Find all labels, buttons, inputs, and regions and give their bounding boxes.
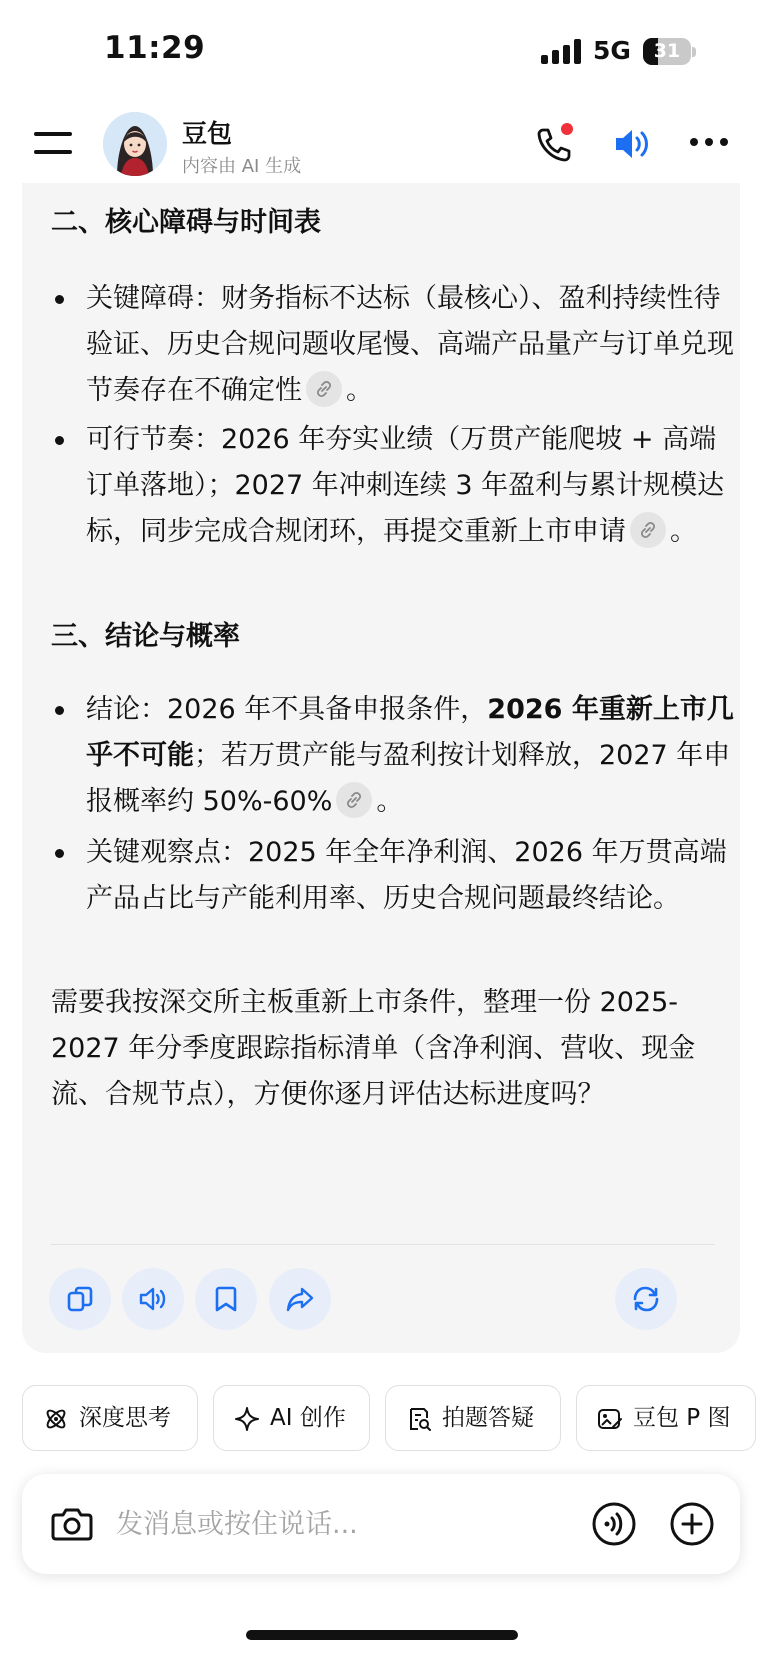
ai-generated-notice: 内容由 AI 生成 [182,156,302,177]
bookmark-button[interactable] [195,1268,257,1330]
divider [51,1244,714,1245]
plus-icon[interactable] [668,1500,716,1548]
bot-name: 豆包 [182,119,233,148]
more-icon[interactable] [690,136,730,148]
chat-header [0,100,768,185]
bullet-text: 可行节奏：2026 年夯实业绩（万贯产能爬坡 + 高端订单落地）；2027 年冲刺连续 3 年盈利与累计规模达标，同步完成合规闭环，再提交重新上市申请 [86,424,725,547]
bullet-text: 关键障碍：财务指标不达标（最核心）、盈利持续性待验证、历史合规问题收尾慢、高端产品量产与订单兑现节奏存在不确定性 [86,283,734,406]
phone-icon[interactable] [532,122,576,166]
shortcut-image-edit[interactable]: 豆包 P 图 [576,1385,756,1451]
message-input[interactable] [116,1499,556,1549]
status-time: 11:29 [104,30,206,66]
share-button[interactable] [269,1268,331,1330]
notification-dot [561,123,573,135]
battery-percent: 31 [653,40,681,62]
section-heading: 三、结论与概率 [51,621,240,652]
scan-question-icon [406,1406,432,1432]
menu-icon[interactable] [34,132,72,156]
read-aloud-button[interactable] [122,1268,184,1330]
source-link-icon[interactable] [336,782,372,818]
shortcut-photo-question[interactable]: 拍题答疑 [385,1385,561,1451]
battery-icon [643,38,695,65]
follow-up-question: 需要我按深交所主板重新上市条件，整理一份 2025-2027 年分季度跟踪指标清单（含净利润、营收、现金流、合规节点），方便你逐月评估达标进度吗？ [51,987,696,1110]
voice-input-icon[interactable] [590,1500,638,1548]
source-link-icon[interactable] [630,512,666,548]
bullet-text: 关键观察点：2025 年全年净利润、2026 年万贯高端产品占比与产能利用率、历史合规问题最终结论。 [86,837,727,914]
share-icon [285,1284,315,1314]
home-indicator[interactable] [246,1630,518,1640]
bookmark-icon [211,1284,241,1314]
copy-button[interactable] [49,1268,111,1330]
speaker-icon[interactable] [610,122,654,166]
sparkle-icon [234,1406,260,1432]
image-edit-icon [597,1406,623,1432]
source-link-icon[interactable] [306,371,342,407]
shortcut-ai-create[interactable]: AI 创作 [213,1385,370,1451]
signal-icon [541,38,581,64]
network-label: 5G [593,36,631,65]
avatar[interactable] [103,112,167,176]
regenerate-icon [631,1284,661,1314]
message-composer [22,1474,740,1574]
regenerate-button[interactable] [615,1268,677,1330]
copy-icon [65,1284,95,1314]
highlight-text: 2026 年重新上市几乎不可能 [86,694,734,771]
atom-icon [43,1406,69,1432]
shortcut-deep-thinking[interactable]: 深度思考 [22,1385,198,1451]
camera-icon[interactable] [48,1500,96,1548]
read-aloud-icon [138,1284,168,1314]
assistant-message: 二、核心障碍与时间表 关键障碍：财务指标不达标（最核心）、盈利持续性待验证、历史合规问题收尾慢、高端产品量产与订单兑现节奏存在不确定性 。 可行节奏：2026 年夯实业绩（万贯产能爬坡 + 高端订单落地）；2027 年冲刺连续 3 年盈利与累计规模达标，同步完成合规闭环，再提交重新上市申请 。 三、结论与概率 结论：2026 年不具备申报条件，2026 年重新上市几乎不可能；若万贯产能与盈利按计划释放，2027 年申报概率约 50%-60% 。 关键观察点：2025 年全年净利润、2026 年万贯高端产品占比与产能利用率、历史合规问题最终结论。 需要我按深交所主板重新上市条件，整理一份 2025-2027 年分季度跟踪指标清单（含净利润、营收、现金流、合规节点），方便你逐月评估达标进度吗？ [22,183,740,1353]
status-bar [0,0,768,100]
section-heading: 二、核心障碍与时间表 [51,207,321,238]
